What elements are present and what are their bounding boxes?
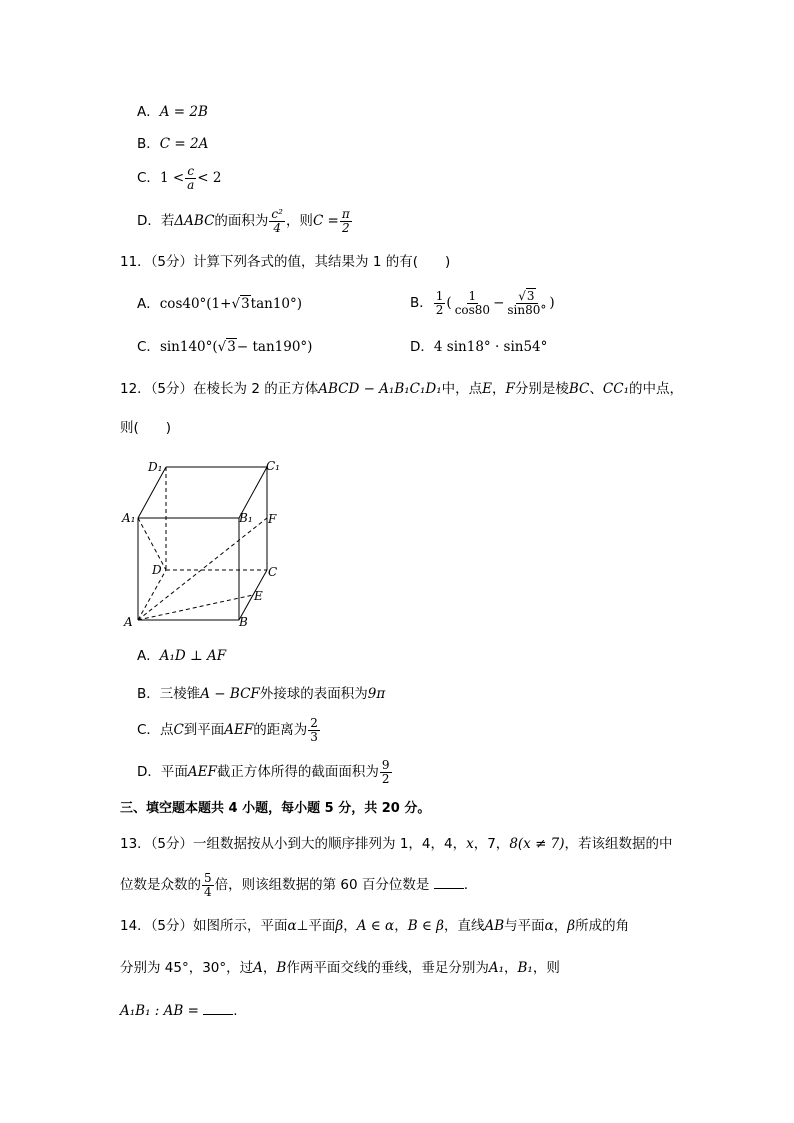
question-text: 位数是众数的 (120, 877, 201, 893)
option-label: C． (137, 339, 160, 355)
expr-part: ⊥ (296, 918, 309, 934)
answer-blank[interactable] (203, 1002, 233, 1015)
option-label: A． (137, 296, 160, 312)
label-c: C (268, 565, 278, 579)
question-text: ， (394, 918, 408, 934)
denominator: 3 (310, 729, 318, 744)
option-label: A． (137, 648, 160, 664)
text: ，则 (285, 213, 313, 229)
fraction (453, 290, 492, 317)
denominator: a (187, 177, 195, 192)
question-text: ，若该组数据的中 (564, 836, 673, 852)
q13-stem-line2 (120, 868, 468, 902)
option-label: D． (137, 764, 161, 780)
q10-option-c (137, 163, 222, 193)
q11-option-a (137, 294, 302, 314)
option-label: D． (137, 213, 161, 229)
q12-option-c (137, 713, 321, 747)
q11-stem (120, 252, 450, 272)
denominator: 2 (435, 303, 444, 317)
numerator: c (187, 163, 195, 178)
expr-part: 9π (367, 686, 386, 702)
text: 若 (160, 213, 175, 229)
numerator: 2 (310, 715, 318, 730)
option-label: C． (137, 722, 160, 738)
question-text: ， (553, 918, 568, 934)
question-text: 中，点 (441, 381, 483, 397)
expr-part: E (482, 381, 493, 397)
sqrt: √3 (217, 339, 236, 355)
expr-part: α (544, 918, 554, 934)
question-text: 则( ) (120, 420, 172, 436)
expr-part: A ∈ α (356, 918, 395, 934)
text: 的面积为 (214, 213, 269, 229)
option-label: D． (410, 339, 434, 355)
q10-option-a (137, 102, 208, 122)
label-b: B (239, 615, 248, 629)
expr-part: A − BCF (200, 686, 260, 702)
expr-part: BC (568, 381, 590, 397)
denominator: 2 (342, 220, 350, 235)
q14-stem-line1 (120, 916, 629, 936)
section-heading: 三、填空题本题共 4 小题，每小题 5 分，共 20 分。 (120, 801, 431, 816)
radicand: 3 (526, 289, 535, 303)
expr-part: F (505, 381, 515, 397)
q10-option-b (137, 134, 208, 154)
label-d: D (152, 563, 162, 577)
denominator: 4 (204, 884, 212, 899)
question-text: ， (343, 918, 357, 934)
label-e: E (254, 589, 263, 603)
expr-part: C = (312, 213, 339, 229)
fraction (340, 208, 352, 235)
fraction (269, 208, 285, 235)
question-text: 如图所示，平面 (193, 918, 288, 934)
q11-option-c (137, 337, 312, 357)
q12-option-a (137, 646, 226, 666)
fraction (434, 290, 446, 317)
question-text: 所成的角 (575, 918, 630, 934)
label-b1: B₁ (239, 511, 253, 525)
question-text: 平面 (308, 918, 336, 934)
label-c1: C₁ (266, 459, 280, 473)
expr-part: < 2 (197, 170, 222, 186)
numerator: 5 (204, 870, 212, 885)
expr-part: α (287, 918, 297, 934)
question-text: ，直线 (444, 918, 485, 934)
denominator: 4 (273, 220, 281, 235)
question-text: 计算下列各式的值，其结果为 1 的有( ) (193, 254, 451, 270)
numerator: 1 (435, 289, 444, 303)
text: 到平面 (183, 722, 225, 738)
cube-figure (120, 452, 290, 632)
expr-part: B₁ (517, 960, 533, 976)
q10-option-d (137, 205, 353, 237)
question-text: ，7， (473, 836, 510, 852)
question-text: 的中点， (628, 381, 683, 397)
expr-part: β (567, 918, 576, 934)
q14-stem-line3 (120, 1001, 238, 1021)
q11-option-b: B． $\frac{1}{2}$ ( $\frac{1}{\cos 80}$ − $\frac{√3}{\sin 80^\circ}$ ) (410, 289, 555, 317)
q11-option-d (410, 337, 547, 357)
answer-blank[interactable] (434, 876, 464, 889)
q12-stem-line2 (120, 418, 171, 438)
question-text: 、 (589, 381, 603, 397)
fraction (202, 872, 214, 899)
question-text: 分别为 45°，30°，过 (120, 960, 254, 976)
text: 外接球的表面积为 (259, 686, 368, 702)
fraction (185, 165, 196, 192)
question-text: 倍，则该组数据的第 60 百分位数是 (214, 877, 430, 893)
text: 截正方体所得的截面面积为 (216, 764, 379, 780)
expr-part: C (173, 722, 184, 738)
question-text: ， (504, 960, 518, 976)
question-text: ， (492, 381, 506, 397)
question-text: 分别是棱 (514, 381, 569, 397)
expr-part: ΔABC (174, 213, 215, 229)
denominator: cos80 (454, 303, 491, 317)
option-label: B． (137, 686, 160, 702)
option-label: B． (137, 136, 160, 152)
expr-part: β (335, 918, 344, 934)
expr-part: A (253, 960, 263, 976)
question-number: 14． (120, 918, 151, 934)
label-a1: A₁ (122, 511, 136, 525)
expr-part: AEF (187, 764, 217, 780)
question-text: 一组数据按从小到大的顺序排列为 1，4，4， (193, 836, 467, 852)
question-number: 13． (120, 836, 151, 852)
expr-part: A₁D ⊥ AF (159, 648, 227, 664)
expr-part: sin140°( (159, 339, 218, 355)
expr-part: cos40°(1+ (159, 296, 232, 312)
question-score: （5分） (150, 381, 194, 397)
option-label: C． (137, 170, 160, 186)
numerator: π (341, 206, 350, 221)
q13-stem-line1 (120, 834, 673, 854)
expr-part: x (466, 836, 474, 852)
expr-part: AEF (224, 722, 254, 738)
question-number: 12． (120, 381, 151, 397)
expr-part: ABCD − A₁B₁C₁D₁ (318, 381, 442, 397)
text: 的距离为 (253, 722, 308, 738)
option-expr: A = 2B (159, 104, 208, 120)
denominator: 2 (381, 771, 390, 786)
fraction (380, 759, 392, 786)
question-text: 在棱长为 2 的正方体 (193, 381, 319, 397)
q12-option-d (137, 755, 393, 789)
option-expr: C = 2A (159, 136, 209, 152)
question-score: （5分） (150, 918, 194, 934)
numerator: 9 (381, 757, 390, 772)
expr-part: CC₁ (602, 381, 629, 397)
radicand: 3 (227, 339, 236, 355)
expr-part: A₁ (488, 960, 504, 976)
option-label: B． (410, 295, 433, 311)
numerator: c² (271, 206, 283, 221)
expr-part: tan10°) (250, 296, 303, 312)
expr-part: − tan190°) (236, 339, 313, 355)
label-f: F (268, 512, 277, 526)
denominator: sin80° (507, 303, 547, 317)
text: 三棱锥 (159, 686, 201, 702)
expr-part: AB (484, 918, 505, 934)
question-text: ，则 (532, 960, 560, 976)
text: 平面 (160, 764, 188, 780)
question-number: 11． (120, 254, 151, 270)
expr-part: 1 < (159, 170, 185, 186)
text: 点 (159, 722, 174, 738)
expr-part: 8(x ≠ 7) (509, 836, 565, 852)
radicand: 3 (241, 296, 250, 312)
question-text: 与平面 (504, 918, 545, 934)
expr-part: B ∈ β (407, 918, 444, 934)
expr-part: A₁B₁ : AB = (120, 1003, 199, 1019)
label-a: A (124, 615, 133, 629)
expr-part: 4 sin18° · sin54° (433, 339, 548, 355)
numerator: 1 (468, 289, 477, 303)
question-text: ， (262, 960, 277, 976)
question-text: 作两平面交线的垂线，垂足分别为 (286, 960, 489, 976)
question-text: . (463, 877, 468, 893)
fraction (308, 717, 320, 744)
expr-part: B (276, 960, 287, 976)
q12-option-b (137, 684, 385, 704)
numerator: √3 (516, 290, 537, 304)
label-d1: D₁ (148, 460, 163, 474)
q12-stem-line1 (120, 379, 683, 399)
q14-stem-line2 (120, 958, 560, 978)
question-score: （5分） (150, 254, 194, 270)
option-label: A． (137, 104, 160, 120)
sqrt: √3 (231, 296, 250, 312)
question-text: . (233, 1003, 238, 1019)
question-score: （5分） (150, 836, 194, 852)
fraction (505, 290, 548, 317)
